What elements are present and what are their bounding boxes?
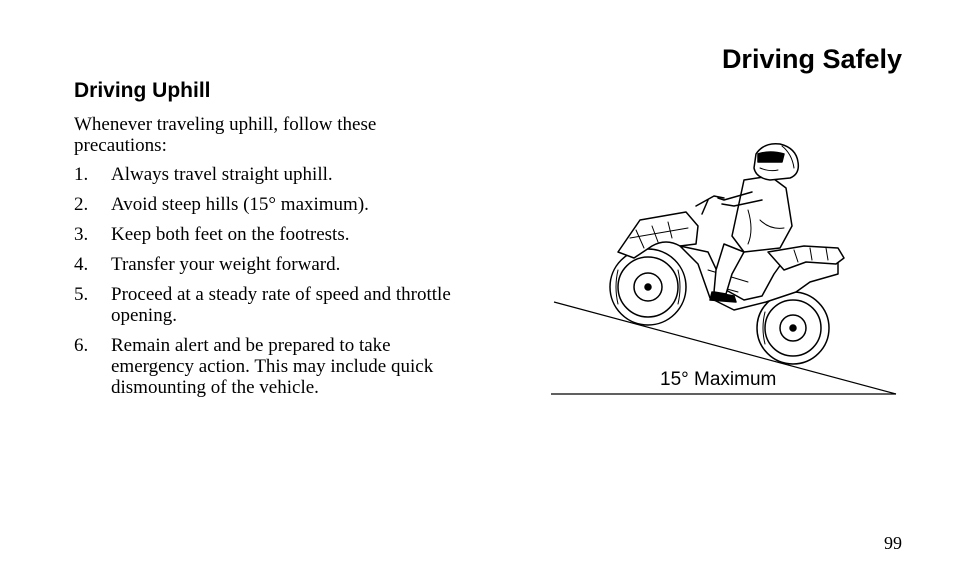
list-item-text: Avoid steep hills (15° maximum).: [111, 194, 369, 215]
list-item-text: Keep both feet on the footrests.: [111, 224, 350, 245]
list-item-number: 1.: [74, 164, 89, 185]
page-header-title: Driving Safely: [721, 44, 902, 74]
section-title: Driving Uphill: [74, 79, 211, 102]
atv-rider-drawing: [610, 144, 844, 364]
list-item: [74, 254, 464, 275]
list-item: [74, 335, 464, 398]
list-item: [74, 194, 464, 215]
list-item: [74, 284, 464, 326]
list-item-number: 3.: [74, 224, 89, 245]
list-item: [74, 224, 464, 245]
intro-paragraph: Whenever traveling uphill, follow these precautions:: [74, 114, 377, 156]
list-item-text: Remain alert and be prepared to take emergency action. This may include quick dismounting of the vehicle.: [111, 335, 434, 398]
list-item-number: 2.: [74, 194, 89, 215]
precautions-list: [74, 164, 464, 407]
list-item-text: Proceed at a steady rate of speed and throttle opening.: [111, 284, 451, 326]
list-item-text: Transfer your weight forward.: [111, 254, 341, 275]
list-item-text: Always travel straight uphill.: [111, 164, 333, 185]
list-item-number: 4.: [74, 254, 89, 275]
list-item-number: 5.: [74, 284, 89, 305]
list-item-number: 6.: [74, 335, 89, 356]
atv-uphill-illustration: [548, 140, 900, 400]
list-item: [74, 164, 464, 185]
page-number: 99: [884, 533, 902, 553]
slope-label: 15° Maximum: [660, 369, 777, 390]
